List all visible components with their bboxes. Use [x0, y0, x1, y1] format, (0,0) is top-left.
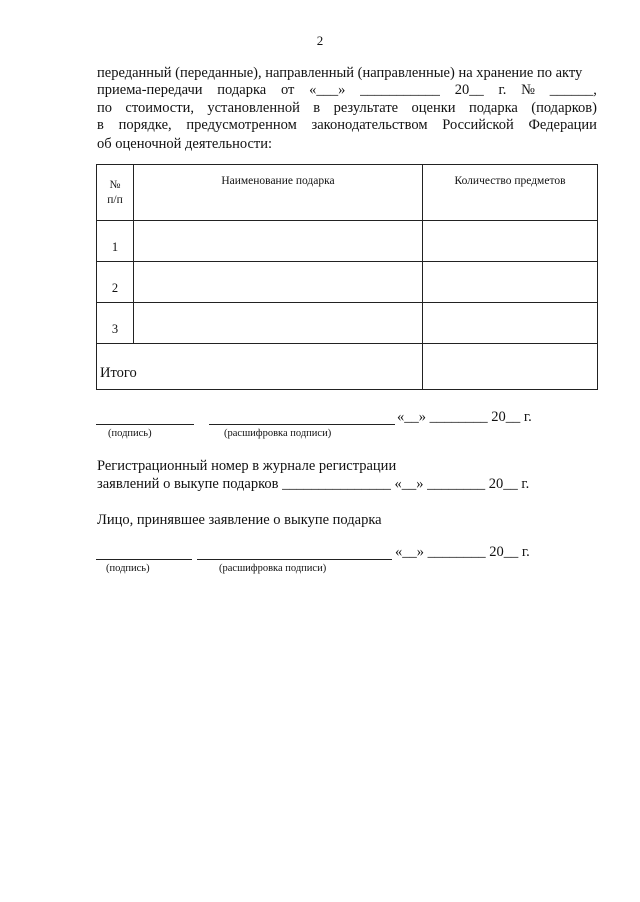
word: от — [280, 82, 295, 98]
table-row — [97, 303, 598, 344]
word: «___» — [309, 82, 346, 98]
signature-date-2: «__» ________ 20__ г. — [395, 544, 530, 560]
signature-decode-caption: (расшифровка подписи) — [224, 428, 332, 439]
word: в — [313, 100, 321, 116]
word: № — [521, 82, 535, 98]
signature-caption: (подпись) — [108, 428, 152, 439]
table-row — [97, 262, 598, 303]
intro-line-1: переданный (переданные), направленный (направленные) на хранение по акту — [97, 65, 583, 81]
header-quantity: Количество предметов — [423, 165, 598, 221]
word: 20__ — [454, 82, 484, 98]
word: ______, — [549, 82, 597, 98]
word: порядке, — [118, 117, 172, 133]
word: предусмотренном — [186, 117, 297, 133]
quantity-cell[interactable] — [423, 221, 598, 262]
word: установленной — [207, 100, 300, 116]
intro-line-4 — [97, 117, 597, 134]
gift-name-cell[interactable] — [134, 262, 423, 303]
word: оценки — [411, 100, 456, 116]
word: приема-передачи — [97, 82, 203, 98]
word: подарка — [468, 100, 518, 116]
signature-caption: (подпись) — [106, 563, 150, 574]
page-number: 2 — [316, 33, 324, 48]
row-number: 3 — [97, 303, 134, 344]
word: в — [97, 117, 104, 133]
gift-name-cell[interactable] — [134, 303, 423, 344]
word: Федерации — [528, 117, 597, 133]
quantity-cell[interactable] — [423, 303, 598, 344]
signature-date-1: «__» ________ 20__ г. — [397, 409, 532, 425]
gifts-table — [96, 164, 598, 390]
signature-decode-line[interactable] — [197, 559, 392, 560]
accepted-by-label: Лицо, принявшее заявление о выкупе подарка — [97, 512, 382, 528]
table-row — [97, 221, 598, 262]
header-gift-name: Наименование подарка — [134, 165, 423, 221]
word: стоимости, — [125, 100, 194, 116]
registration-line-1: Регистрационный номер в журнале регистрации — [97, 458, 397, 474]
signature-line[interactable] — [96, 559, 192, 560]
total-label: Итого — [97, 344, 423, 390]
gift-name-cell[interactable] — [134, 221, 423, 262]
header-number-line1: № — [109, 178, 121, 191]
row-number: 1 — [97, 221, 134, 262]
signature-line[interactable] — [96, 424, 194, 425]
total-cell[interactable] — [423, 344, 598, 390]
word: по — [97, 100, 113, 116]
signature-decode-line[interactable] — [209, 424, 395, 425]
word: результате — [333, 100, 399, 116]
row-number: 2 — [97, 262, 134, 303]
word: (подарков) — [531, 100, 597, 116]
table-total-row — [97, 344, 598, 390]
word: подарка — [217, 82, 267, 98]
registration-line-2: заявлений о выкупе подарков _______________ «__» ________ 20__ г. — [97, 476, 530, 492]
word: г. — [498, 82, 507, 98]
header-number — [97, 165, 134, 221]
header-number-line2: п/п — [107, 193, 123, 206]
signature-decode-caption: (расшифровка подписи) — [219, 563, 327, 574]
quantity-cell[interactable] — [423, 262, 598, 303]
word: ___________ — [360, 82, 440, 98]
table-header-row — [97, 165, 598, 221]
intro-line-3 — [97, 100, 597, 117]
intro-line-5: об оценочной деятельности: — [97, 136, 273, 152]
word: Российской — [442, 117, 514, 133]
word: законодательством — [311, 117, 428, 133]
intro-line-2 — [97, 82, 597, 99]
